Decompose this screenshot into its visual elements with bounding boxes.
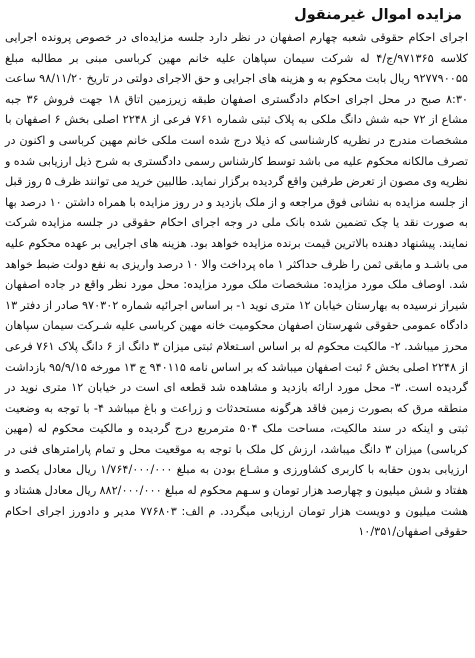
notice-body: اجرای احکام حقوقی شعبه چهارم اصفهان در نظر دارد جلسه مزایده‌ای در خصوص پرونده اجرایی کلاسه ۹۷۱۳۶۵/ج/۴ له شرکت سیمان سپاهان علیه خانم مهین کرباسی مبنی بر مطالبه مبلغ ۹۲۷۷۹۰۰۵۵ ریال بابت محکوم به و هزینه های اجرایی و حق الاجرای دولتی در تاریخ ۹۸/۱۱/۲۰ ساعت ۸:۳۰ صبح در محل اجرای احکام دادگستری اصفهان طبقه زیرزمین اتاق ۱۸ جهت فروش ۳۶ جبه مشاع از ۷۲ حبه شش دانگ ملکی به پلاک ثبتی شماره ۷۶۱ فرعی از ۲۲۴۸ اصلی بخش ۶ اصفهان با مشخصات مندرج در نظریه کارشناسی که ذیلا درج شده است ملکی خانم مهین کرباسی و اکنون در تصرف مالکانه محکوم علیه می باشد توسط کارشناس رسمی دادگستری به شرح ذیل ارزیابی شده و نظریه وی مصون از تعرض طرفین واقع گردیده برگزار نماید. طالبین خرید می توانند ظرف ۵ روز قبل از جلسه مزایده به نشانی فوق مراجعه و از ملک بازدید و در روز مزایده با همراه داشتن ۱۰ درصد بها به صورت نقد یا چک تضمین شده بانک ملی در وجه اجرای احکام حقوقی در جلسه مزایده شرکت نمایند. پیشنهاد دهنده بالاترین قیمت برنده مزایده خواهد بود. هزینه های اجرایی بر عهده محکوم علیه می باشـد و مابقی ثمن را ظرف حداکثر ۱ ماه پرداخت والا ۱۰ درصد واریزی به نفع دولت ضبط خواهد شد. اوصاف ملک مورد مزایده: مشخصات ملک مورد مزایده: محل مورد نظر واقع در جاده اصفهان شیراز نرسیده به بهارستان خیابان ۱۲ متری نوید ۱- بر اساس اجرائیه شماره ۹۷۰۳۰۲ صادر از دفتر ۱۳ دادگاه عمومی حقوقی شهرستان اصفهان محکومیت خانه مهین کرباسی علیه شـرکت سیمان سپاهان محرز میباشد. ۲- مالکیت محکوم له بر اساس اسـتعلام ثبتی میزان ۳ دانگ از ۶ دانگ پلاک ۷۶۱ فرعی از ۲۲۴۸ اصلی بخش ۶ ثبت اصفهان میباشد که بر اساس نامه ۹۴۰۱۱۵ ج ۱۳ مورخه ۹۵/۹/۱۵ بازداشت گردیده است. ۳- محل مورد ارائه بازدید و مشاهده شد قطعه ای است در خیابان ۱۲ متری نوید در منطقه مرق که بصورت زمین فاقد هرگونه مستحدثات و زراعت و باغ میباشد ۴- با توجه به وضعیت ثبتی و اینکه در سند مالکیت، مساحت ملک ۵۰۴ مترمربع درج گردیده و مالکیت محکوم له (مهین کرباسی) میزان ۳ دانگ میباشد، ارزش کل ملک با توجه به موقعیت محل و تمام پارامترهای فنی در ارزیابی بدون حقابه با کاربری کشاورزی و مشـاع بودن به مبلغ ۱/۷۶۴/۰۰۰/۰۰۰ ریال معادل یکصد و هفتاد و شش میلیون و چهارصد هزار تومان و سـهم محکوم له مبلغ ۸۸۲/۰۰۰/۰۰۰ ریال معادل هشتاد و هشت میلیون و دویست هزار تومان ارزیابی میگردد. م الف: ۷۷۶۸۰۳ مدیر و دادورز اجرای احکام حقوقی اصفهان/۱۰/۳۵۱ bbox=[5, 31, 469, 539]
auction-notice bbox=[5, 4, 468, 543]
notice-title: مزایده اموال غیرمنقول bbox=[294, 7, 462, 23]
